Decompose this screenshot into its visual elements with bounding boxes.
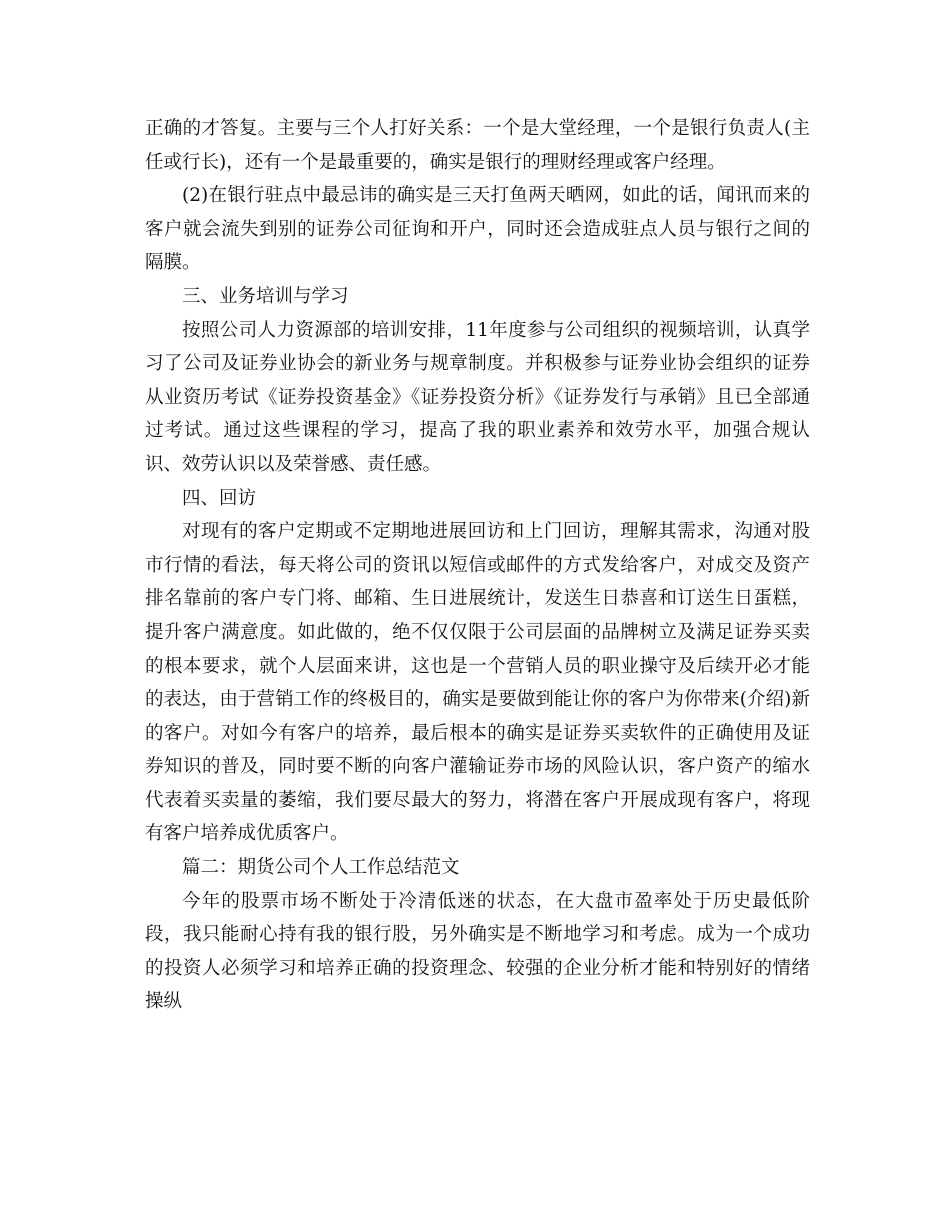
section-heading: 篇二：期货公司个人工作总结范文 bbox=[182, 857, 460, 879]
section-heading: 四、回访 bbox=[182, 487, 257, 509]
section-heading: 三、业务培训与学习 bbox=[182, 285, 349, 307]
document-body bbox=[145, 112, 810, 1019]
paragraph: (2)在银行驻点中最忌讳的确实是三天打鱼两天晒网，如此的话，闻讯而来的客户就会流失到别的证券公司征询和开户，同时还会造成驻点人员与银行之间的隔膜。 bbox=[145, 185, 810, 274]
paragraph: 对现有的客户定期或不定期地进展回访和上门回访，理解其需求，沟通对股市行情的看法，每天将公司的资讯以短信或邮件的方式发给客户，对成交及资产排名靠前的客户专门将、邮箱、生日进展统计，发送生日恭喜和订送生日蛋糕，提升客户满意度。如此做的，绝不仅仅限于公司层面的品牌树立及满足证券买卖的根本要求，就个人层面来讲，这也是一个营销人员的职业操守及后续开必才能的表达，由于营销工作的终极目的，确实是要做到能让你的客户为你带来(介绍)新的客户。对如今有客户的培养，最后根本的确实是证券买卖软件的正确使用及证券知识的普及，同时要不断的向客户灌输证券市场的风险认识，客户资产的缩水代表着买卖量的萎缩，我们要尽最大的努力，将潜在客户开展成现有客户，将现有客户培养成优质客户。 bbox=[145, 521, 810, 845]
paragraph: 按照公司人力资源部的培训安排，11年度参与公司组织的视频培训，认真学习了公司及证券业协会的新业务与规章制度。并积极参与证券业协会组织的证券从业资历考试《证券投资基金》《证券投资分析》《证券发行与承销》且已全部通过考试。通过这些课程的学习，提高了我的职业素养和效劳水平，加强合规认识、效劳认识以及荣誉感、责任感。 bbox=[145, 319, 810, 475]
paragraph: 今年的股票市场不断处于冷清低迷的状态，在大盘市盈率处于历史最低阶段，我只能耐心持有我的银行股，另外确实是不断地学习和考虑。成为一个成功的投资人必须学习和培养正确的投资理念、较强的企业分析才能和特别好的情绪操纵 bbox=[145, 890, 810, 1013]
paragraph: 正确的才答复。主要与三个人打好关系：一个是大堂经理，一个是银行负责人(主任或行长)，还有一个是最重要的，确实是银行的理财经理或客户经理。 bbox=[145, 118, 810, 173]
